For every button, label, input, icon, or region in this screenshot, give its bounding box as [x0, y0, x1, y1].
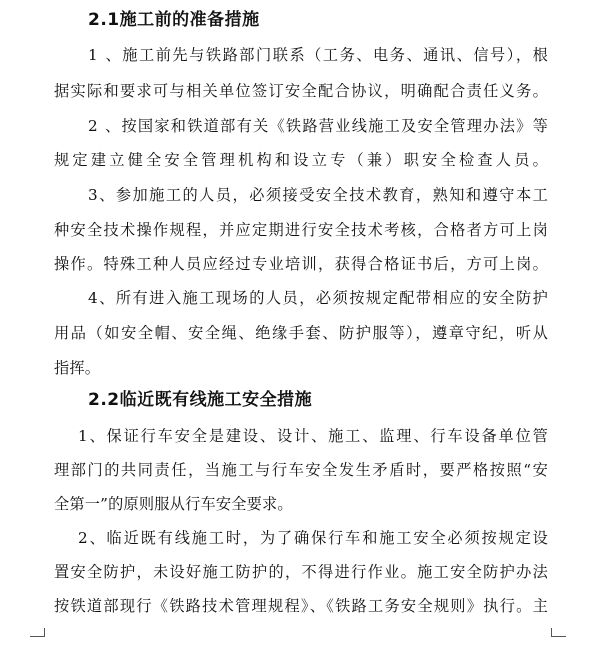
paragraph-line: 理部门的共同责任，当施工与行车安全发生矛盾时，要严格按照“安	[54, 461, 550, 479]
section-heading-2-1: 2.1施工前的准备措施	[88, 10, 260, 30]
crop-mark-bottom-left-vertical	[44, 628, 45, 637]
section-heading-2-2: 2.2临近既有线施工安全措施	[88, 390, 313, 410]
paragraph-line: 种安全技术操作规程，并应定期进行安全技术考核，合格者方可上岗	[54, 221, 550, 239]
paragraph-line: 按铁道部现行《铁路技术管理规程》、《铁路工务安全规则》执行。主	[54, 597, 550, 615]
crop-mark-bottom-right-horizontal	[551, 636, 566, 637]
crop-mark-bottom-right-vertical	[551, 628, 552, 637]
paragraph-line: 全第一”的原则服从行车安全要求。	[54, 495, 293, 513]
paragraph-line: 用品（如安全帽、安全绳、绝缘手套、防护服等），遵章守纪，听从	[54, 324, 550, 342]
paragraph-line: 据实际和要求可与相关单位签订安全配合协议，明确配合责任义务。	[54, 82, 550, 100]
paragraph-line: 2、临近既有线施工时，为了确保行车和施工安全必须按规定设	[78, 529, 550, 547]
paragraph-line: 规定建立健全安全管理机构和设立专（兼）职安全检查人员。	[54, 151, 552, 169]
paragraph-line: 置安全防护，未设好施工防护的，不得进行作业。施工安全防护办法	[54, 563, 550, 581]
paragraph-line: 4、所有进入施工现场的人员，必须按规定配带相应的安全防护	[88, 289, 550, 307]
crop-mark-bottom-left-horizontal	[30, 636, 44, 637]
paragraph-line: 3、参加施工的人员，必须接受安全技术教育，熟知和遵守本工	[88, 186, 550, 204]
paragraph-line: 2 、按国家和铁道部有关《铁路营业线施工及安全管理办法》等	[88, 117, 550, 135]
paragraph-line: 1 、施工前先与铁路部门联系（工务、电务、通讯、信号），根	[88, 46, 550, 64]
paragraph-line: 1、保证行车安全是建设、设计、施工、监理、行车设备单位管	[78, 427, 550, 445]
paragraph-line: 操作。特殊工种人员应经过专业培训，获得合格证书后，方可上岗。	[54, 255, 550, 273]
paragraph-line: 指挥。	[54, 359, 101, 377]
